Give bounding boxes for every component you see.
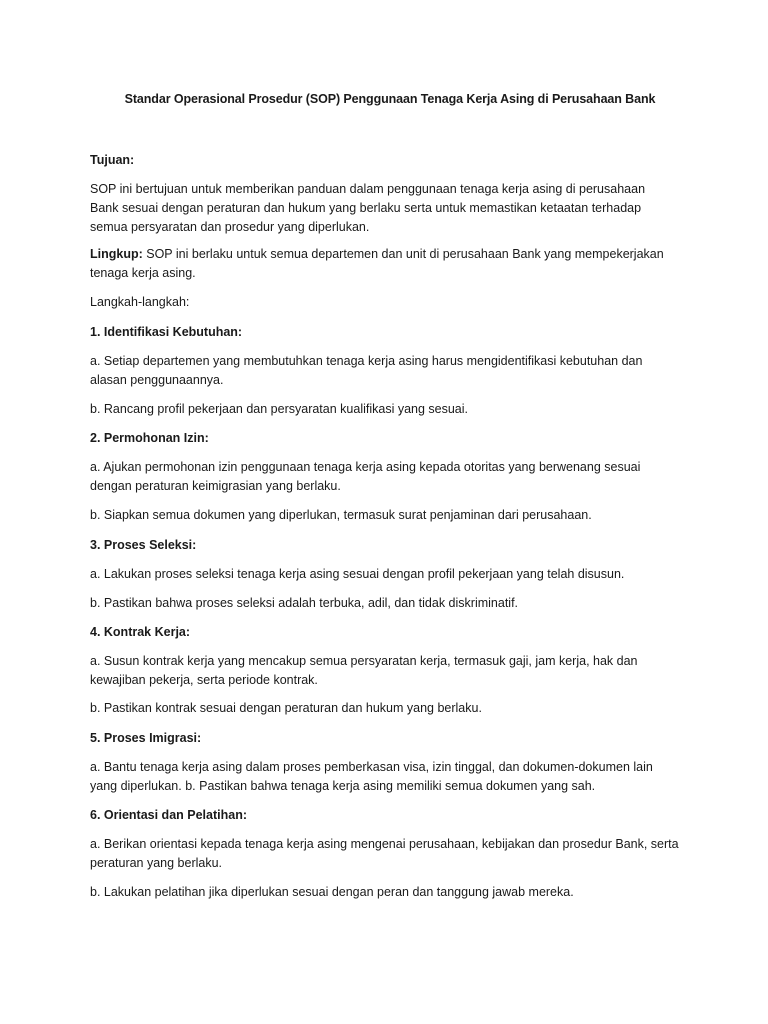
list-item (90, 458, 690, 496)
list-item-line: dengan peraturan keimigrasian yang berlaku. (90, 479, 341, 493)
langkah-heading: Langkah-langkah: (90, 295, 190, 309)
section-heading: 6. Orientasi dan Pelatihan: (90, 808, 247, 822)
list-item (90, 652, 690, 690)
list-item-line: a. Setiap departemen yang membutuhkan tenaga kerja asing harus mengidentifikasi kebutuhan dan (90, 354, 643, 368)
lingkup-paragraph (90, 245, 690, 283)
list-item-line: peraturan yang berlaku. (90, 856, 223, 870)
section-heading: 2. Permohonan Izin: (90, 431, 209, 445)
list-item: b. Siapkan semua dokumen yang diperlukan, termasuk surat penjaminan dari perusahaan. (90, 508, 592, 522)
list-item (90, 758, 690, 796)
tujuan-paragraph (90, 180, 690, 237)
lingkup-line (90, 245, 690, 264)
list-item-line: a. Berikan orientasi kepada tenaga kerja asing mengenai perusahaan, kebijakan dan prosedur Bank, serta (90, 837, 679, 851)
list-item: b. Pastikan bahwa proses seleksi adalah terbuka, adil, dan tidak diskriminatif. (90, 596, 519, 610)
section-heading: 1. Identifikasi Kebutuhan: (90, 325, 243, 339)
section-heading: 5. Proses Imigrasi: (90, 731, 202, 745)
list-item-line: a. Susun kontrak kerja yang mencakup semua persyaratan kerja, termasuk gaji, jam kerja, hak dan (90, 654, 638, 668)
tujuan-line: semua persyaratan dan prosedur yang diperlukan. (90, 220, 370, 234)
document-title: Standar Operasional Prosedur (SOP) Penggunaan Tenaga Kerja Asing di Perusahaan Bank (124, 92, 656, 106)
list-item-line: a. Ajukan permohonan izin penggunaan tenaga kerja asing kepada otoritas yang berwenang sesuai (90, 460, 641, 474)
list-item: b. Lakukan pelatihan jika diperlukan sesuai dengan peran dan tanggung jawab mereka. (90, 885, 574, 899)
list-item-line: alasan penggunaannya. (90, 373, 224, 387)
section-heading: 4. Kontrak Kerja: (90, 625, 191, 639)
lingkup-label: Lingkup: (90, 247, 143, 261)
list-item-line: kewajiban pekerja, serta periode kontrak. (90, 673, 318, 687)
section-heading: 3. Proses Seleksi: (90, 538, 197, 552)
list-item: b. Rancang profil pekerjaan dan persyaratan kualifikasi yang sesuai. (90, 402, 469, 416)
tujuan-line: SOP ini bertujuan untuk memberikan panduan dalam penggunaan tenaga kerja asing di perusahaan (90, 182, 646, 196)
list-item: a. Lakukan proses seleksi tenaga kerja asing sesuai dengan profil pekerjaan yang telah disusun. (90, 567, 625, 581)
lingkup-text: SOP ini berlaku untuk semua departemen dan unit di perusahaan Bank yang mempekerjakan (142, 247, 664, 261)
list-item (90, 352, 690, 390)
list-item-line: yang diperlukan. b. Pastikan bahwa tenaga kerja asing memiliki semua dokumen yang sah. (90, 779, 596, 793)
list-item-line: a. Bantu tenaga kerja asing dalam proses pemberkasan visa, izin tinggal, dan dokumen-dokumen lain (90, 760, 653, 774)
lingkup-line: tenaga kerja asing. (90, 266, 196, 280)
list-item: b. Pastikan kontrak sesuai dengan peraturan dan hukum yang berlaku. (90, 701, 482, 715)
tujuan-line: Bank sesuai dengan peraturan dan hukum yang berlaku serta untuk memastikan ketaatan terhadap (90, 201, 642, 215)
tujuan-heading: Tujuan: (90, 153, 135, 167)
list-item (90, 835, 690, 873)
